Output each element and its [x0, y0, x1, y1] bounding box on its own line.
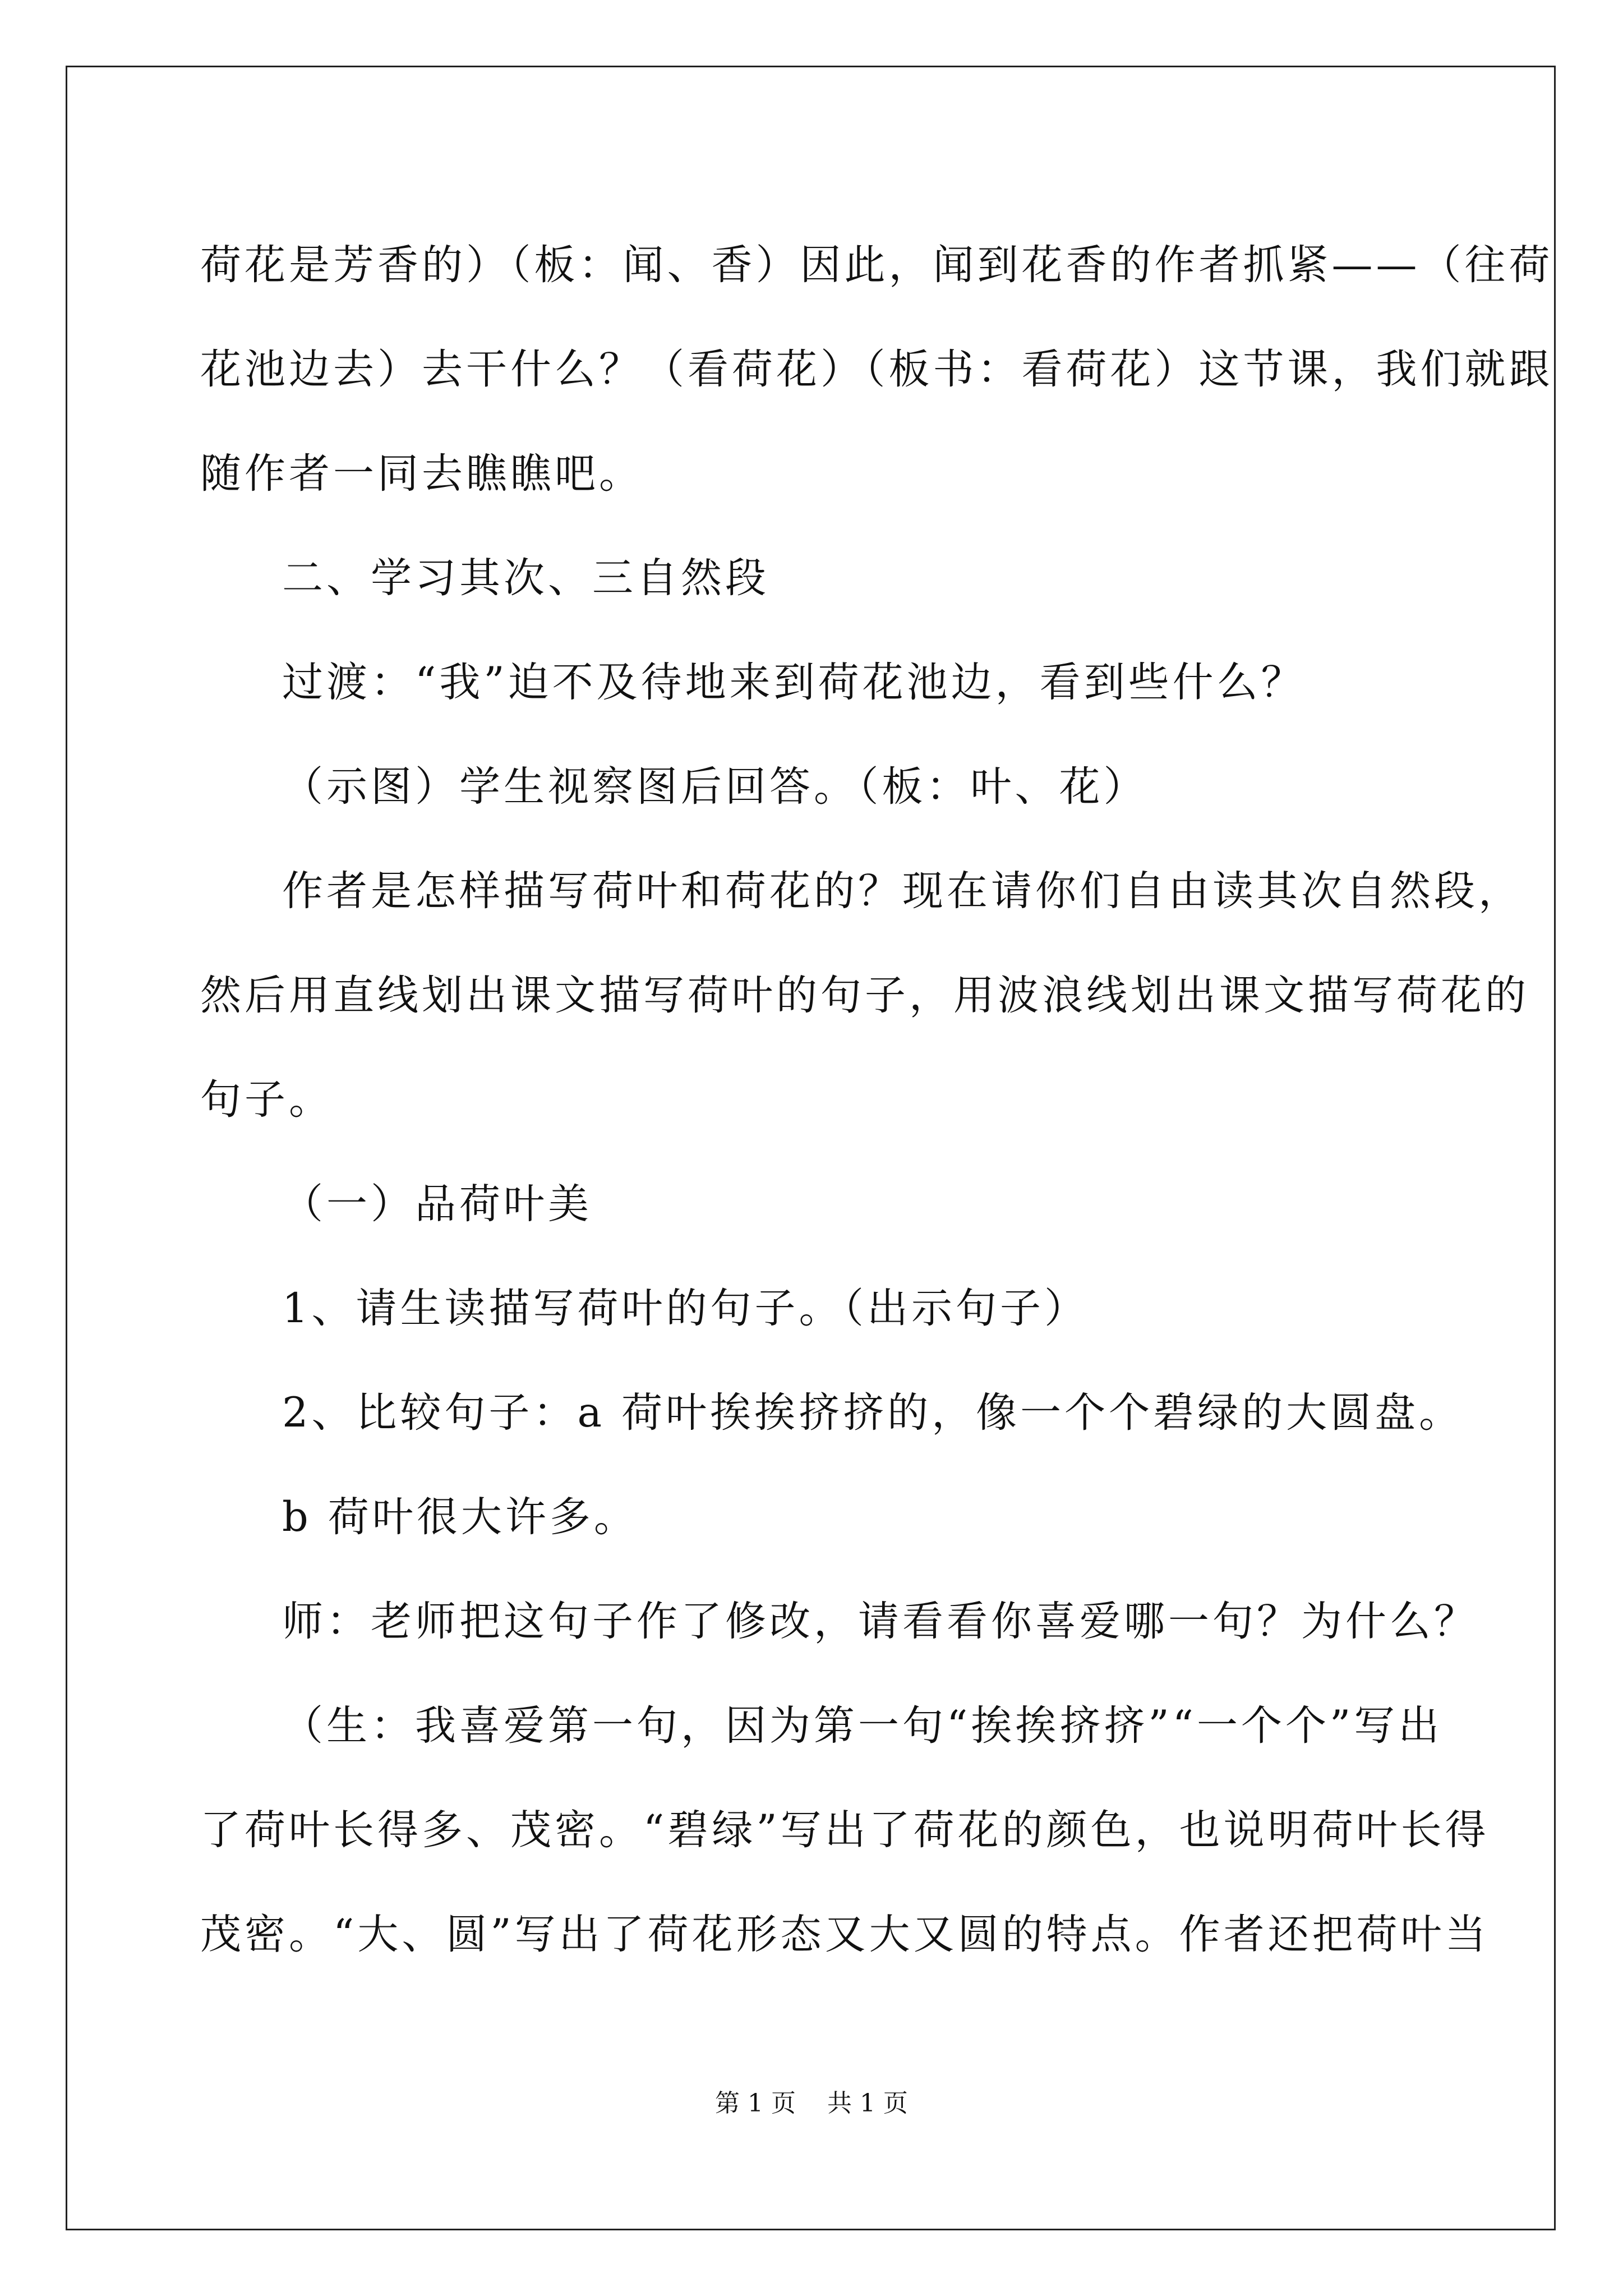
text-line-5: 过渡：“我”迫不及待地来到荷花池边，看到些什么？ — [282, 659, 1306, 706]
text-line-11: 1、请生读描写荷叶的句子。（出示句子） — [282, 1285, 1089, 1332]
page-footer: 第 1 页 共 1 页 — [715, 2089, 908, 2118]
text-line-14: 师：老师把这句子作了修改，请看看你喜爱哪一句？为什么？ — [282, 1598, 1478, 1645]
text-line-15: （生：我喜爱第一句，因为第一句“挨挨挤挤”“一个个”写出 — [282, 1702, 1443, 1750]
text-line-1: 荷花是芳香的）（板：闻、香）因此，闻到花香的作者抓紧——（往荷 — [200, 241, 1553, 289]
section-heading: 二、学习其次、三自然段 — [282, 554, 769, 602]
document-body — [200, 213, 1553, 1987]
text-line-3: 随作者一同去瞧瞧吧。 — [200, 450, 643, 498]
text-line-13: b 荷叶很大许多。 — [282, 1493, 638, 1541]
text-line-7: 作者是怎样描写荷叶和荷花的？现在请你们自由读其次自然段， — [282, 867, 1523, 915]
text-line-8: 然后用直线划出课文描写荷叶的句子，用波浪线划出课文描写荷花的 — [200, 972, 1529, 1019]
text-line-2: 花池边去）去干什么？（看荷花）（板书：看荷花）这节课，我们就跟 — [200, 346, 1553, 393]
text-line-12: 2、比较句子：a 荷叶挨挨挤挤的，像一个个碧绿的大圆盘。 — [282, 1389, 1464, 1437]
text-line-17: 茂密。“大、圆”写出了荷花形态又大又圆的特点。作者还把荷叶当 — [200, 1911, 1490, 1958]
text-line-6: （示图）学生视察图后回答。（板：叶、花） — [282, 763, 1148, 811]
text-line-9: 句子。 — [200, 1076, 333, 1124]
subsection-heading: （一）品荷叶美 — [282, 1180, 592, 1228]
text-line-16: 了荷叶长得多、茂密。“碧绿”写出了荷花的颜色，也说明荷叶长得 — [200, 1806, 1490, 1854]
